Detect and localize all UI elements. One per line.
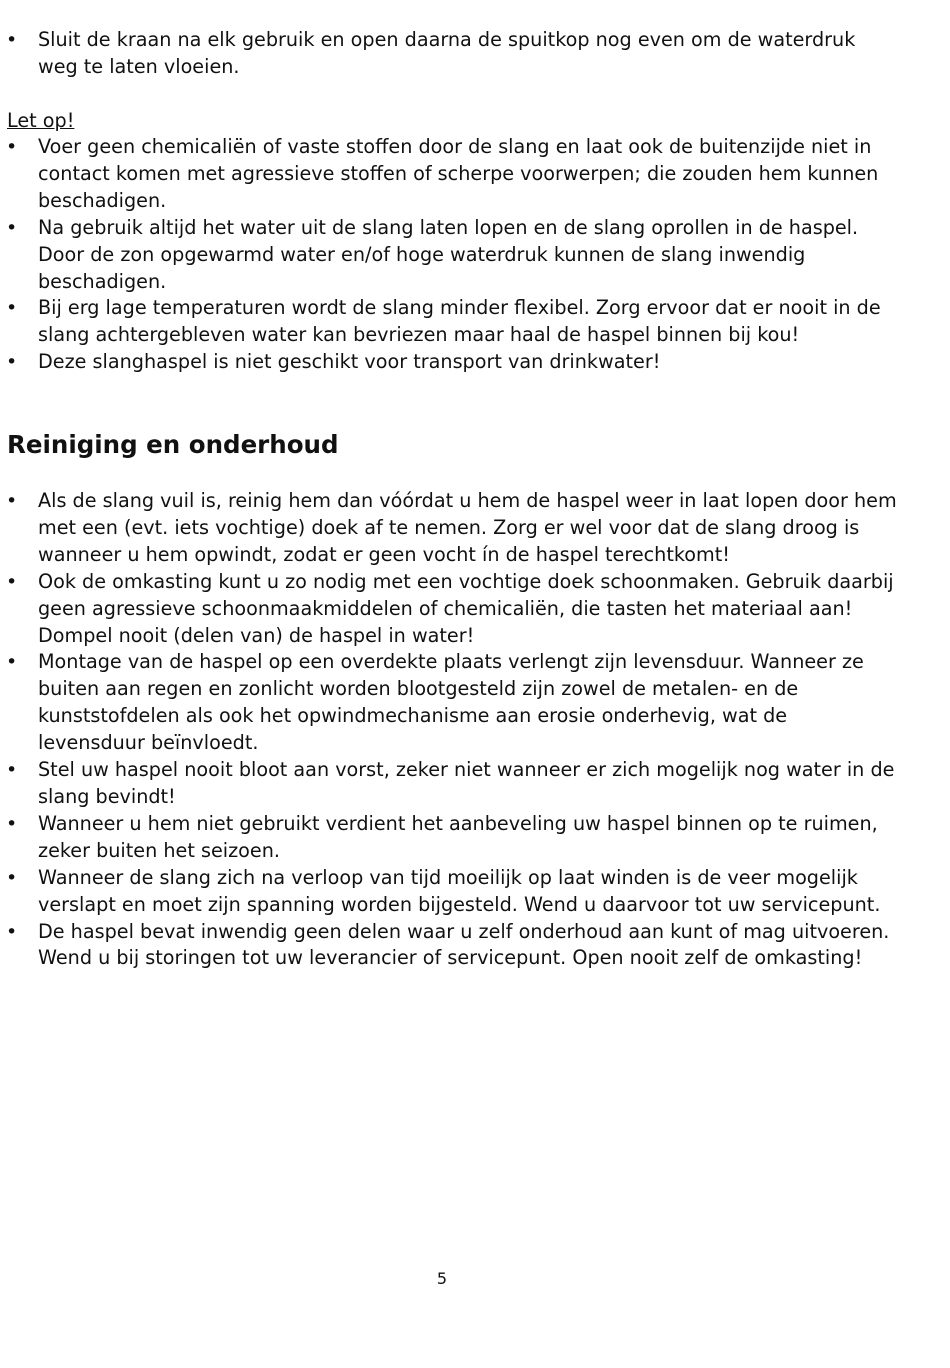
maintenance-list xyxy=(0,488,900,972)
list-item: • Montage van de haspel op een overdekte plaats verlengt zijn levensduur. Wanneer ze buiten aan regen en zonlicht worden blootgesteld zijn zowel de metalen- en de kunststofdelen als ook het opwindmechanisme aan erosie onderhevig, wat de levensduur beïnvloedt. xyxy=(0,649,900,757)
list-item: • Wanneer de slang zich na verloop van tijd moeilijk op laat winden is de veer mogelijk verslapt en moet zijn spanning worden bijgesteld. Wend u daarvoor tot uw servicepunt. xyxy=(0,865,900,919)
page-number: 5 xyxy=(436,1269,448,1288)
list-item: • Als de slang vuil is, reinig hem dan vóórdat u hem de haspel weer in laat lopen door hem met een (evt. iets vochtige) doek af te nemen. Zorg er wel voor dat de slang droog is wanneer u hem opwindt, zodat er geen vocht ín de haspel terechtkomt! xyxy=(0,488,900,569)
list-item: • Bij erg lage temperaturen wordt de slang minder flexibel. Zorg ervoor dat er nooit in de slang achtergebleven water kan bevriezen maar haal de haspel binnen bij kou! xyxy=(0,295,900,349)
list-item: • Deze slanghaspel is niet geschikt voor transport van drinkwater! xyxy=(0,349,900,376)
warning-list xyxy=(0,134,900,376)
list-item: • Ook de omkasting kunt u zo nodig met een vochtige doek schoonmaken. Gebruik daarbij geen agressieve schoonmaakmiddelen of chemicaliën, die tasten het materiaal aan! Dompel nooit (delen van) de haspel in water! xyxy=(0,569,900,650)
warning-heading: Let op! xyxy=(7,109,75,132)
list-item: • Stel uw haspel nooit bloot aan vorst, zeker niet wanneer er zich mogelijk nog water in de slang bevindt! xyxy=(0,757,900,811)
section-heading: Reiniging en onderhoud xyxy=(7,430,339,459)
instruction-list xyxy=(0,27,900,81)
list-item: • Na gebruik altijd het water uit de slang laten lopen en de slang oprollen in de haspel. Door de zon opgewarmd water en/of hoge waterdruk kunnen de slang inwendig beschadigen. xyxy=(0,215,900,296)
list-item: • Sluit de kraan na elk gebruik en open daarna de spuitkop nog even om de waterdruk weg te laten vloeien. xyxy=(0,27,900,81)
list-item: • De haspel bevat inwendig geen delen waar u zelf onderhoud aan kunt of mag uitvoeren. Wend u bij storingen tot uw leverancier of servicepunt. Open nooit zelf de omkasting! xyxy=(0,919,900,973)
list-item: • Wanneer u hem niet gebruikt verdient het aanbeveling uw haspel binnen op te ruimen, zeker buiten het seizoen. xyxy=(0,811,900,865)
list-item: • Voer geen chemicaliën of vaste stoffen door de slang en laat ook de buitenzijde niet in contact komen met agressieve stoffen of scherpe voorwerpen; die zouden hem kunnen beschadigen. xyxy=(0,134,900,215)
